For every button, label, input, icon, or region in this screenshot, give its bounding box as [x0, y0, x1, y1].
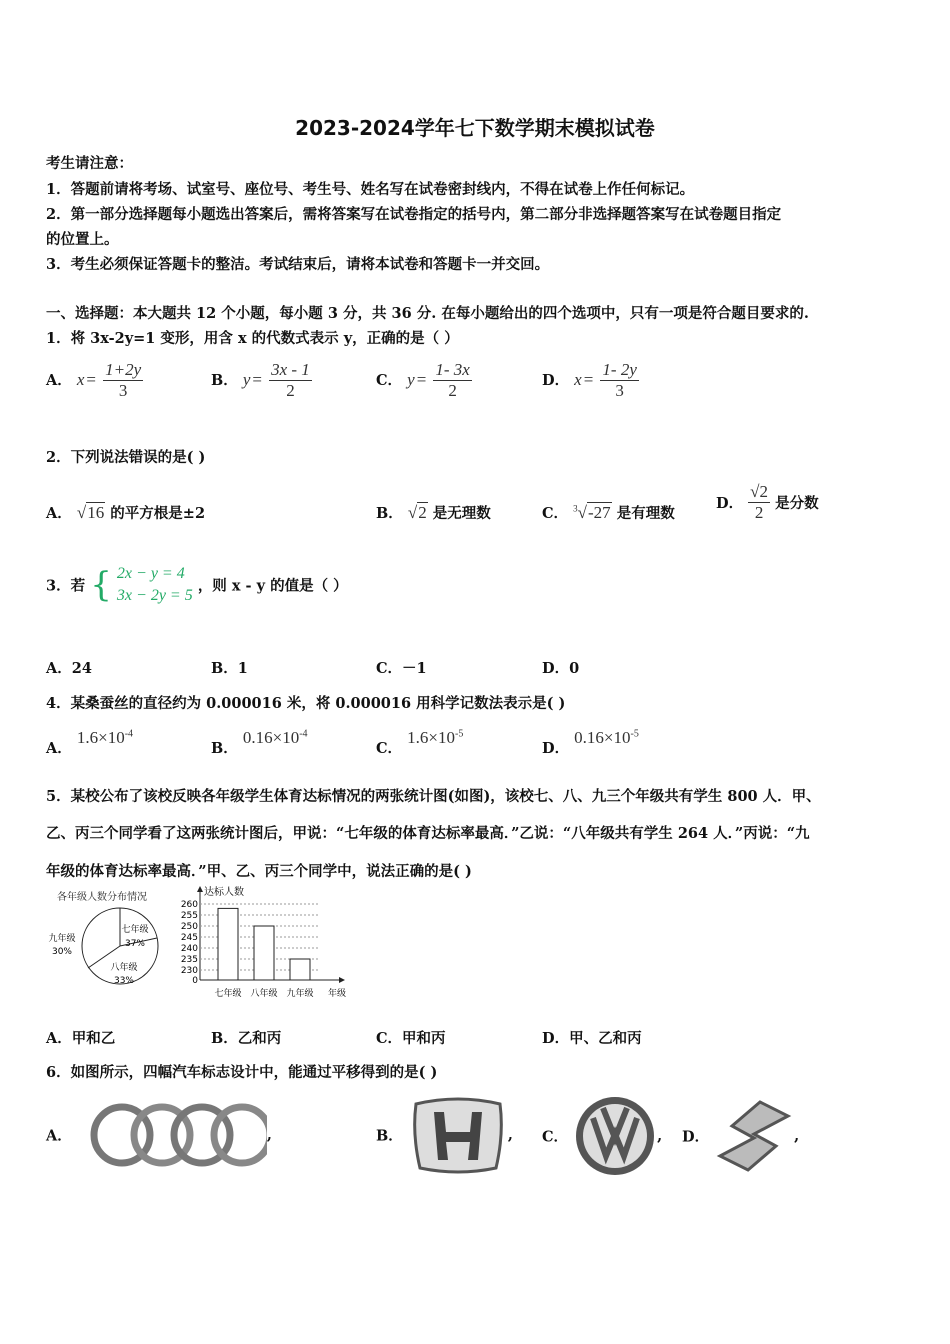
fraction-numerator: 1+2y [105, 360, 142, 379]
sci-notation [574, 728, 639, 747]
q3-option: A．24 [46, 660, 92, 677]
fraction [269, 360, 312, 401]
x-tick-label: 九年级 [286, 989, 314, 999]
q5-option: B．乙和丙 [211, 1030, 282, 1047]
q6-option-b [376, 1094, 513, 1176]
sci-exponent: -5 [454, 728, 464, 740]
pie-slice-pct: 30% [51, 947, 73, 957]
fraction-denominator: 3 [615, 381, 624, 400]
option-label: B． [376, 1127, 403, 1145]
brace-icon: { [90, 565, 112, 605]
vw-logo [573, 1094, 657, 1178]
q5-option: D．甲、乙和丙 [542, 1030, 642, 1047]
sci-base: 1.6×10 [76, 728, 125, 747]
fraction-denominator: 2 [448, 381, 457, 400]
q4-option-c [376, 728, 463, 758]
question-3-stem [46, 563, 348, 607]
option-label: B． [211, 372, 238, 389]
question-4-stem: 4．某桑蚕丝的直径约为 0.000016 米，将 0.000016 用科学记数法表示是( ) [46, 695, 566, 712]
pie-slice-label: 七年级 [121, 925, 149, 935]
notice-item: 的位置上。 [46, 231, 119, 248]
bar [218, 908, 238, 980]
notice-item: 2．第一部分选择题每小题选出答案后，需将答案写在试卷指定的括号内，第二部分非选择题答案写在试卷题目指定 [46, 206, 782, 223]
option-label: B． [376, 505, 403, 522]
separator: , [657, 1127, 663, 1145]
sci-exponent: -4 [124, 728, 134, 740]
option-label: C． [376, 740, 403, 757]
y-tick-label: 230 [180, 966, 198, 976]
q6-option-a [46, 1100, 272, 1170]
notice-heading: 考生请注意： [46, 155, 133, 172]
section-heading: 一、选择题：本大题共 12 个小题，每小题 3 分，共 36 分. 在每小题给出的四个选项中，只有一项是符合题目要求的. [46, 305, 809, 322]
q1-option-a: A． x = $\frac{1+2y}{3}$ [46, 360, 142, 400]
q5-option: C．甲和丙 [376, 1030, 446, 1047]
bar-chart [178, 884, 358, 1004]
math-var: x [76, 370, 85, 389]
x-axis-label: 年级 [328, 989, 347, 999]
q1-option-c: C． y = $\frac{1- 3x}{2}$ [376, 360, 470, 400]
q2-option-d [716, 482, 819, 523]
audi-rings-logo [77, 1100, 267, 1170]
q3-option: D．0 [542, 660, 580, 677]
bar [290, 959, 310, 980]
q2-option-a [46, 502, 205, 523]
option-label: C． [542, 1128, 569, 1146]
sci-base: 0.16×10 [242, 728, 300, 747]
question-1-stem: 1．将 3x-2y=1 变形，用含 x 的代数式表示 y，正确的是（ ） [46, 330, 459, 347]
sci-notation [243, 728, 308, 747]
q4-option-b [211, 728, 308, 758]
separator: , [794, 1127, 800, 1145]
sci-base: 1.6×10 [407, 728, 455, 747]
pie-slice-label: 八年级 [110, 963, 138, 973]
option-label: D． [716, 495, 744, 512]
fraction-numerator: 1- 3x [435, 360, 470, 379]
separator: , [266, 1126, 272, 1144]
pie-slice-pct: 33% [113, 976, 135, 986]
y-tick-label: 245 [180, 933, 198, 943]
q3-option: C．－1 [376, 660, 427, 677]
radicand: -27 [587, 503, 611, 522]
q1-option-b: B． y = $\frac{3x - 1}{2}$ [211, 360, 310, 400]
suzuki-s-icon [720, 1102, 788, 1170]
q2-option-b [376, 502, 491, 523]
q6-option-c [542, 1094, 662, 1178]
option-label: D． [542, 372, 570, 389]
y-tick-label: 235 [180, 955, 198, 965]
sqrt-expression: √16 [76, 503, 105, 522]
option-label: B． [211, 740, 238, 757]
sci-notation [77, 728, 133, 747]
fraction-numerator: √2 [750, 482, 769, 501]
option-label: A． [46, 1127, 72, 1145]
notice-item: 1．答题前请将考场、试室号、座位号、考生号、姓名写在试卷密封线内，不得在试卷上作任何标记。 [46, 181, 695, 198]
sci-exponent: -4 [299, 728, 308, 740]
separator: , [507, 1126, 513, 1144]
fraction-numerator: 3x - 1 [271, 360, 310, 379]
option-label: A． [46, 505, 72, 522]
y-tick-label: 255 [180, 911, 198, 921]
q4-option-d [542, 728, 639, 758]
y-tick-label: 260 [180, 900, 198, 910]
fraction [600, 360, 638, 401]
option-label: A． [46, 372, 72, 389]
bar [254, 926, 274, 980]
pie-chart [40, 888, 170, 1000]
sci-base: 0.16×10 [574, 728, 631, 747]
fraction-numerator: 1- 2y [602, 360, 637, 379]
y-tick-label: 0 [192, 976, 198, 986]
q6-option-d [682, 1100, 799, 1172]
question-5-line: 5．某校公布了该校反映各年级学生体育达标情况的两张统计图(如图)，该校七、八、九三个年级共有学生 800 人．甲、 [46, 788, 821, 805]
math-var: y [242, 370, 251, 389]
y-axis-arrow-icon [197, 886, 203, 892]
x-tick-label: 八年级 [250, 989, 278, 999]
ring-icon [214, 1107, 267, 1163]
option-label: A． [46, 740, 72, 757]
pie-slice-pct: 37% [124, 939, 146, 949]
bar-chart-title: 达标人数 [204, 887, 244, 898]
option-text: 是有理数 [616, 505, 675, 522]
q3-prefix: 3．若 [46, 577, 86, 595]
question-5-line: 乙、丙三个同学看了这两张统计图后，甲说：“七年级的体育达标率最高．”乙说：“八年级共有学生 264 人．”丙说：“九 [46, 825, 810, 842]
sci-notation [407, 728, 463, 747]
sci-exponent: -5 [630, 728, 639, 740]
question-6-stem: 6．如图所示，四幅汽车标志设计中，能通过平移得到的是( ) [46, 1064, 438, 1081]
option-text: 的平方根是±2 [110, 505, 206, 522]
fraction [748, 482, 770, 523]
root-index: 3 [573, 503, 578, 514]
x-tick-label: 七年级 [214, 989, 242, 999]
question-2-stem: 2．下列说法错误的是( ) [46, 449, 206, 466]
radicand: 16 [87, 503, 105, 522]
option-label: D． [682, 1128, 710, 1146]
x-axis-arrow-icon [339, 977, 345, 983]
y-tick-label: 240 [180, 944, 198, 954]
fraction-denominator: 2 [286, 381, 295, 400]
option-text: 是分数 [775, 495, 819, 512]
q2-option-c [542, 502, 675, 523]
page-title: 2023-2024学年七下数学期末模拟试卷 [295, 116, 655, 140]
equation-1: 2x − y = 4 [116, 565, 185, 582]
cube-root-expression: $^3$√-27 [573, 503, 611, 522]
math-var: y [407, 370, 415, 389]
q4-option-a [46, 728, 133, 758]
q3-suffix: ，则 x - y 的值是（ ） [197, 577, 348, 595]
fraction-denominator: 2 [754, 503, 764, 522]
equation-system [117, 563, 193, 607]
fraction [103, 360, 143, 401]
pie-slice-label: 九年级 [48, 934, 76, 944]
option-label: C． [542, 505, 569, 522]
option-label: C． [376, 372, 403, 389]
fraction [433, 360, 471, 401]
suzuki-logo [714, 1100, 794, 1172]
option-text: 是无理数 [432, 505, 491, 522]
radicand: 2 [418, 503, 427, 522]
equation-2: 3x − 2y = 5 [116, 587, 193, 604]
option-label: D． [542, 740, 570, 757]
pie-title: 各年级人数分布情况 [57, 892, 147, 903]
math-var: x [574, 370, 582, 389]
sqrt-expression: √2 [407, 503, 427, 522]
y-tick-label: 250 [180, 922, 198, 932]
question-5-line: 年级的体育达标率最高．”甲、乙、丙三个同学中，说法正确的是( ) [46, 863, 472, 880]
q5-option: A．甲和乙 [46, 1030, 116, 1047]
honda-logo [408, 1094, 508, 1176]
q3-option: B．1 [211, 660, 248, 677]
q1-option-d: D． x = $\frac{1- 2y}{3}$ [542, 360, 637, 400]
fraction-denominator: 3 [118, 381, 128, 400]
notice-item: 3．考生必须保证答题卡的整洁。考试结束后，请将本试卷和答题卡一并交回。 [46, 256, 550, 273]
